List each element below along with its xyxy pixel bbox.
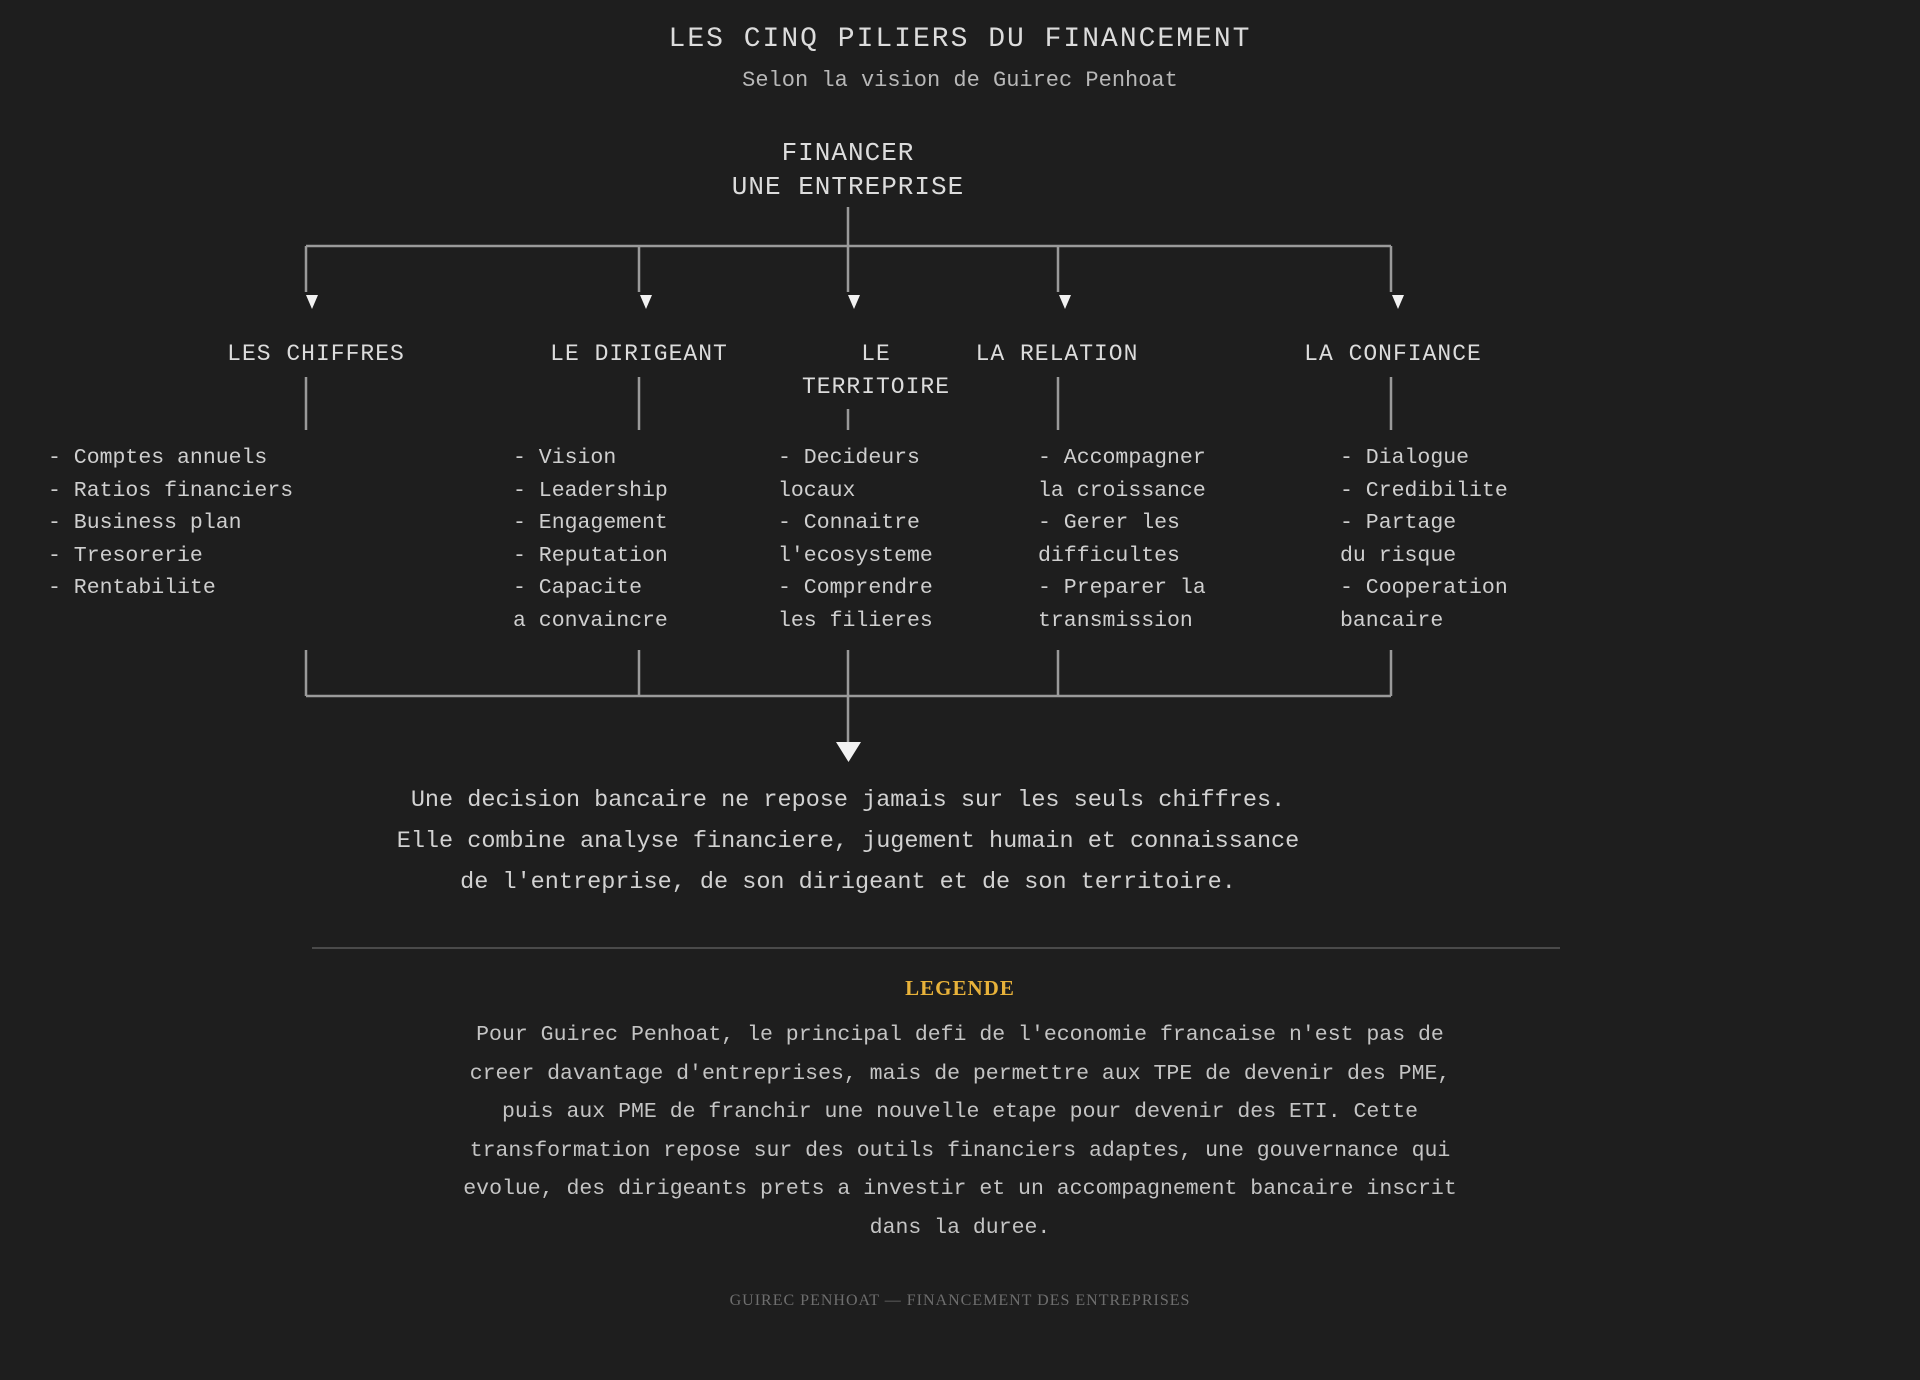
root-node-line-1: FINANCER (781, 138, 915, 168)
arrow-down-chiffres (306, 295, 318, 309)
arrow-down-relation (1059, 295, 1071, 309)
arrow-down-dirigeant (640, 295, 652, 309)
arrow-down-territoire (848, 295, 860, 309)
pillar-title-chiffres: LES CHIFFRES (227, 341, 405, 367)
root-node-line-2: UNE ENTREPRISE (731, 172, 965, 202)
page-subtitle: Selon la vision de Guirec Penhoat (742, 68, 1178, 93)
pillar-title-confiance: LA CONFIANCE (1304, 341, 1482, 367)
arrow-down-confiance (1392, 295, 1404, 309)
pillar-items-chiffres: - Comptes annuels - Ratios financiers - Business plan - Tresorerie - Rentabilite (48, 446, 294, 600)
pillar-items-territoire: - Decideurs locaux - Connaitre l'ecosysteme - Comprendre les filieres (778, 446, 933, 633)
conclusion-line-2: Elle combine analyse financiere, jugement humain et connaissance (396, 828, 1300, 855)
root-node (648, 136, 1048, 204)
pillar-items-dirigeant: - Vision - Leadership - Engagement - Reputation - Capacite a convaincre (513, 446, 668, 633)
pillar-title-dirigeant: LE DIRIGEANT (550, 341, 728, 367)
legend-text: Pour Guirec Penhoat, le principal defi de l'economie francaise n'est pas de creer davantage d'entreprises, mais de permettre aux TPE de devenir des PME, puis aux PME de franchir une nouvelle etape pour devenir des ETI. Cette transformation repose sur des outils financiers adaptes, une gouvernance qui evolue, des dirigeants prets a investir et un accompagnement bancaire inscrit dans la duree. (463, 1023, 1457, 1240)
conclusion-line-3: de l'entreprise, de son dirigeant et de son territoire. (460, 869, 1236, 896)
conclusion-text (0, 780, 1696, 903)
pillar-items-confiance: - Dialogue - Credibilite - Partage du risque - Cooperation bancaire (1340, 446, 1508, 633)
arrow-down-conclusion (836, 742, 861, 762)
pillar-items-relation: - Accompagner la croissance - Gerer les difficultes - Preparer la transmission (1038, 446, 1206, 633)
pillar-title-relation: LA RELATION (975, 341, 1139, 367)
conclusion-line-1: Une decision bancaire ne repose jamais sur les seuls chiffres. (410, 787, 1286, 814)
footer-text: GUIREC PENHOAT — FINANCEMENT DES ENTREPRISES (729, 1292, 1191, 1309)
legend-title: LEGENDE (905, 976, 1015, 1000)
page-title: LES CINQ PILIERS DU FINANCEMENT (668, 24, 1252, 55)
pillar-title-territoire: LE TERRITOIRE (801, 341, 951, 400)
